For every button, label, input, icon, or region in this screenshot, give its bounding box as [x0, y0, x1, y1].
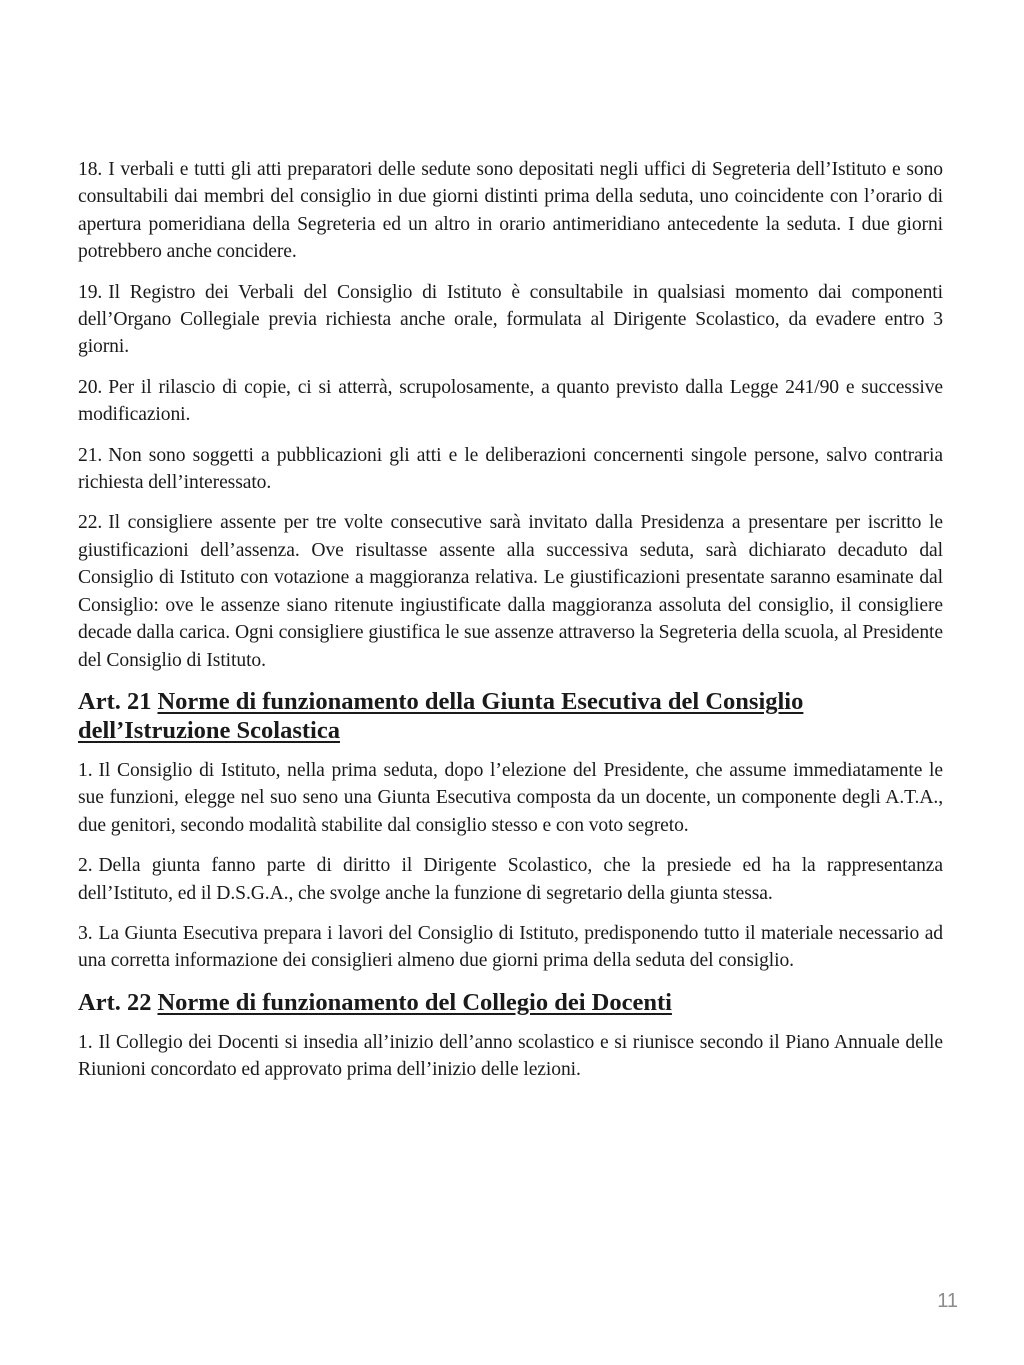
paragraph-text: Della giunta fanno parte di diritto il Dirigente Scolastico, che la presiede ed ha la rappresentanza dell’Istituto, ed il D.S.G.A., che svolge anche la funzione di segretario della giunta stessa. — [78, 855, 943, 904]
paragraph-text: La Giunta Esecutiva prepara i lavori del Consiglio di Istituto, predisponendo tutto il materiale necessario ad una corretta informazione dei consiglieri almeno due giorni prima della seduta del consiglio. — [78, 922, 943, 972]
paragraph-number: 2. — [78, 855, 93, 877]
paragraph-text: Il Registro dei Verbali del Consiglio di Istituto è consultabile in qualsiasi momento dai componenti dell’Organo Collegiale previa richiesta anche orale, formulata al Dirigente Scolastico, da evadere entro 3 giorni. — [78, 281, 943, 358]
paragraph-text: Per il rilascio di copie, ci si atterrà, scrupolosamente, a quanto previsto dalla Legge 241/90 e successive modificazioni. — [78, 376, 943, 426]
paragraph-text: Il Consiglio di Istituto, nella prima seduta, dopo l’elezione del Presidente, che assume immediatamente le sue funzioni, elegge nel suo seno una Giunta Esecutiva composta da un docente, un componente degli A.T.A., due genitori, secondo modalità stabilite dal consiglio stesso e con voto segreto. — [78, 759, 943, 836]
paragraph-18 — [78, 156, 943, 266]
paragraph-number: 22. — [78, 512, 103, 534]
paragraph-number: 20. — [78, 376, 103, 398]
paragraph-number: 18. — [78, 159, 103, 180]
paragraph-number: 1. — [78, 759, 93, 781]
paragraph-number: 1. — [78, 1031, 93, 1053]
paragraph-number: 3. — [78, 922, 93, 944]
article-22-heading — [78, 988, 943, 1017]
paragraph-number: 19. — [78, 281, 103, 303]
document-page — [78, 156, 943, 1097]
art21-paragraph-1 — [78, 757, 943, 839]
article-title: Norme di funzionamento della Giunta Esecutiva del Consiglio dell’Istruzione Scolastica — [78, 687, 804, 744]
art21-paragraph-3 — [78, 920, 943, 975]
paragraph-text: Il Collegio dei Docenti si insedia all’inizio dell’anno scolastico e si riunisce secondo il Piano Annuale delle Riunioni concordato ed approvato prima dell’inizio delle lezioni. — [78, 1031, 943, 1081]
article-label: Art. 22 — [78, 988, 152, 1016]
paragraph-20 — [78, 374, 943, 429]
paragraph-22 — [78, 509, 943, 673]
page-number: 11 — [937, 1290, 958, 1312]
article-title: Norme di funzionamento del Collegio dei Docenti — [157, 988, 672, 1016]
art22-paragraph-1 — [78, 1029, 943, 1084]
article-21-heading — [78, 687, 943, 745]
art21-paragraph-2 — [78, 852, 943, 907]
paragraph-text: I verbali e tutti gli atti preparatori delle sedute sono depositati negli uffici di Segreteria dell’Istituto e sono consultabili dai membri del consiglio in due giorni distinti prima della seduta, uno coincidente con l’orario di apertura pomeridiana della Segreteria ed un altro in orario antimeridiano antecedente la seduta. I due giorni potrebbero anche concidere. — [78, 159, 943, 263]
paragraph-text: Il consigliere assente per tre volte consecutive sarà invitato dalla Presidenza a presentare per iscritto le giustificazioni dell’assenza. Ove risultasse assente alla successiva seduta, sarà dichiarato decaduto dal Consiglio di Istituto con votazione a maggioranza relativa. Le giustificazioni presentate saranno esaminate dal Consiglio: ove le assenze siano ritenute ingiustificate dalla maggioranza assoluta del consiglio, il consigliere decade dalla carica. Ogni consigliere giustifica le sue assenze attraverso la Segreteria della scuola, al Presidente del Consiglio di Istituto. — [78, 512, 943, 671]
paragraph-number: 21. — [78, 444, 103, 466]
paragraph-19 — [78, 279, 943, 361]
article-label: Art. 21 — [78, 687, 152, 715]
paragraph-21 — [78, 442, 943, 497]
paragraph-text: Non sono soggetti a pubblicazioni gli atti e le deliberazioni concernenti singole persone, salvo contraria richiesta dell’interessato. — [78, 444, 943, 494]
